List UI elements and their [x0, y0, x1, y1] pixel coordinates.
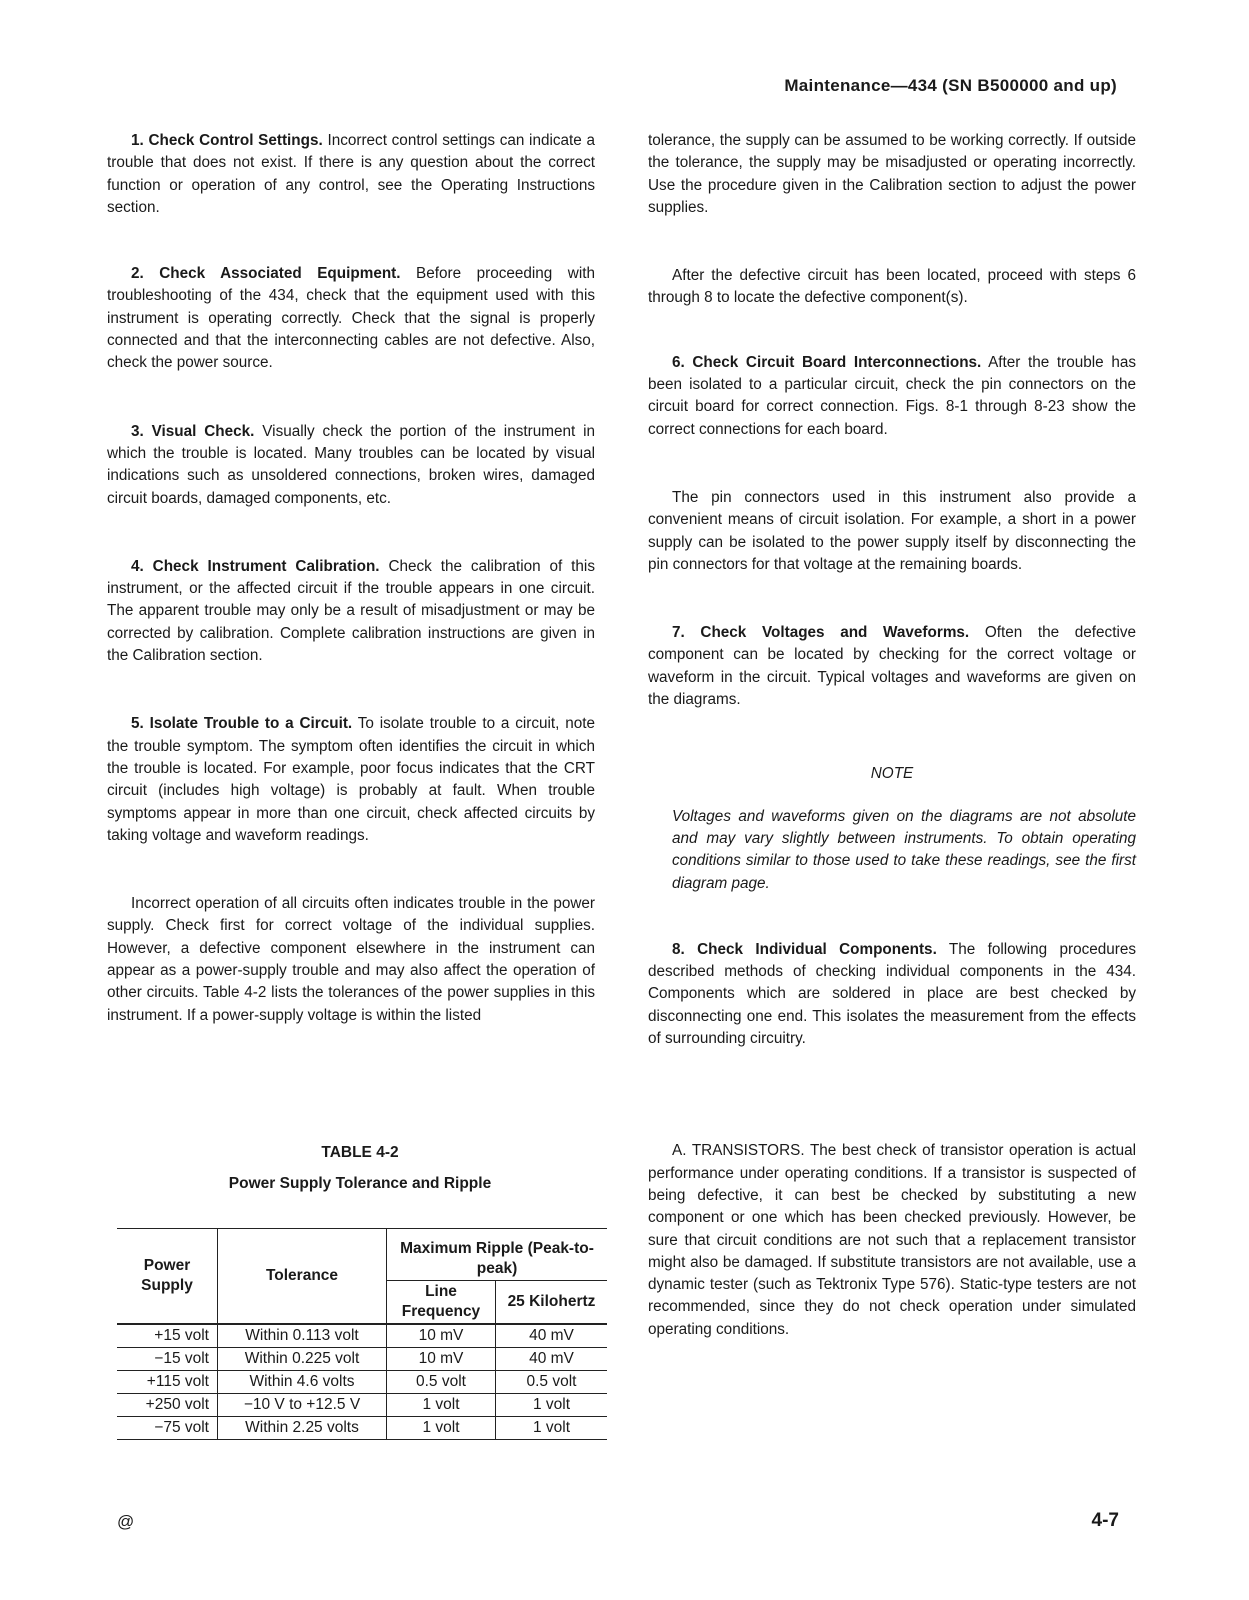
note-title: NOTE	[870, 765, 914, 783]
table-row	[117, 1394, 607, 1417]
paragraph-check-voltages: 7. Check Voltages and Waveforms. Often the defective component can be located by checking for the correct voltage or waveform in the circuit. Typical voltages and waveforms are given on the diagrams.	[648, 624, 1136, 709]
cell-line-frequency: 1 volt	[387, 1417, 496, 1440]
cell-power-supply: +250 volt	[117, 1394, 218, 1417]
header-maximum-ripple: Maximum Ripple (Peak-to-peak)	[387, 1229, 608, 1281]
power-supply-table	[117, 1228, 607, 1440]
table-row	[117, 1417, 607, 1440]
cell-line-frequency: 10 mV	[387, 1324, 496, 1348]
table-number: TABLE 4-2	[321, 1144, 399, 1161]
header-25-kilohertz: 25 Kilohertz	[496, 1281, 608, 1325]
cell-power-supply: −75 volt	[117, 1417, 218, 1440]
cell-tolerance: Within 0.113 volt	[218, 1324, 387, 1348]
table-caption: Power Supply Tolerance and Ripple	[228, 1175, 492, 1192]
header-line-frequency: Line Frequency	[387, 1281, 496, 1325]
footer-symbol: @	[117, 1512, 135, 1531]
cell-25-kilohertz: 40 mV	[496, 1348, 608, 1371]
paragraph-transistors: A. TRANSISTORS. The best check of transistor operation is actual performance under operating conditions. If a transistor is suspected of being defective, it can best be checked by substituting a new component or one which has been checked previously. However, be sure that circuit conditions are not such that a replacement transistor might also be damaged. If substitute transistors are not available, use a dynamic tester (such as Tektronix Type 576). Static-type testers are not recommended, since they do not check operation under simulated operating conditions.	[648, 1142, 1136, 1338]
paragraph-after-defective-circuit: After the defective circuit has been located, proceed with steps 6 through 8 to locate the defective component(s).	[648, 267, 1136, 307]
cell-power-supply: +115 volt	[117, 1371, 218, 1394]
cell-line-frequency: 0.5 volt	[387, 1371, 496, 1394]
table-row	[117, 1371, 607, 1394]
paragraph-check-control-settings: 1. Check Control Settings. Incorrect control settings can indicate a trouble that does not exist. If there is any question about the correct function or operation of any control, see the Operating Instructions section.	[107, 132, 595, 216]
cell-tolerance: −10 V to +12.5 V	[218, 1394, 387, 1417]
cell-25-kilohertz: 1 volt	[496, 1394, 608, 1417]
paragraph-check-associated-equipment: 2. Check Associated Equipment. Before proceeding with troubleshooting of the 434, check that the equipment used with this instrument is operating correctly. Check that the signal is properly connected and that the interconnecting cables are not defective. Also, check the power source.	[107, 265, 595, 372]
paragraph-check-instrument-calibration: 4. Check Instrument Calibration. Check the calibration of this instrument, or the affected circuit if the trouble appears in one circuit. The apparent trouble may only be a result of misadjustment or may be corrected by calibration. Complete calibration instructions are given in the Calibration section.	[107, 557, 595, 665]
cell-25-kilohertz: 0.5 volt	[496, 1371, 608, 1394]
header-tolerance: Tolerance	[218, 1229, 387, 1325]
left-column	[107, 130, 595, 1027]
cell-power-supply: −15 volt	[117, 1348, 218, 1371]
cell-tolerance: Within 4.6 volts	[218, 1371, 387, 1394]
cell-line-frequency: 1 volt	[387, 1394, 496, 1417]
paragraph-pin-connectors: The pin connectors used in this instrument also provide a convenient means of circuit isolation. For example, a short in a power supply can be isolated to the power supply itself by disconnecting the pin connectors for that voltage at the remaining boards.	[648, 488, 1136, 573]
table-row	[117, 1348, 607, 1371]
cell-line-frequency: 10 mV	[387, 1348, 496, 1371]
page-number: 4-7	[1091, 1510, 1119, 1531]
page-header: Maintenance—434 (SN B500000 and up)	[784, 76, 1117, 95]
header-power-supply: Power Supply	[117, 1229, 218, 1325]
cell-tolerance: Within 2.25 volts	[218, 1417, 387, 1440]
paragraph-isolate-trouble: 5. Isolate Trouble to a Circuit. To isolate trouble to a circuit, note the trouble symptom. The symptom often identifies the circuit in which the trouble is located. For example, poor focus indicates that the CRT circuit (includes high voltage) is probably at fault. When trouble symptoms appear in more than one circuit, check affected circuits by taking voltage and waveform readings.	[107, 715, 595, 844]
paragraph-check-circuit-board: 6. Check Circuit Board Interconnections. After the trouble has been isolated to a particular circuit, check the pin connectors on the circuit board for correct connection. Figs. 8-1 through 8-23 show the correct connections for each board.	[648, 353, 1136, 438]
note-body: Voltages and waveforms given on the diagrams are not absolute and may vary slightly between instruments. To obtain operating conditions similar to those used to take these readings, see the first diagram page.	[672, 807, 1136, 892]
cell-tolerance: Within 0.225 volt	[218, 1348, 387, 1371]
paragraph-power-supply-operation: Incorrect operation of all circuits often indicates trouble in the power supply. Check first for correct voltage of the individual supplies. However, a defective component elsewhere in the instrument can appear as a power-supply trouble and may also affect the operation of other circuits. Table 4-2 lists the tolerances of the power supplies in this instrument. If a power-supply voltage is within the listed	[107, 895, 595, 1024]
cell-power-supply: +15 volt	[117, 1324, 218, 1348]
table-row	[117, 1324, 607, 1348]
cell-25-kilohertz: 1 volt	[496, 1417, 608, 1440]
right-column	[648, 130, 1136, 1341]
paragraph-tolerance-continued: tolerance, the supply can be assumed to be working correctly. If outside the tolerance, the supply may be misadjusted or operating incorrectly. Use the procedure given in the Calibration section to adjust the power supplies.	[648, 132, 1136, 216]
paragraph-visual-check: 3. Visual Check. Visually check the portion of the instrument in which the trouble is located. Many troubles can be located by visual indications such as unsoldered connections, broken wires, damaged circuit boards, damaged components, etc.	[107, 422, 595, 507]
cell-25-kilohertz: 40 mV	[496, 1324, 608, 1348]
paragraph-check-individual-components: 8. Check Individual Components. The following procedures described methods of checking individual components in the 434. Components which are soldered in place are best checked by disconnecting one end. This isolates the measurement from the effects of surrounding circuitry.	[648, 940, 1136, 1048]
